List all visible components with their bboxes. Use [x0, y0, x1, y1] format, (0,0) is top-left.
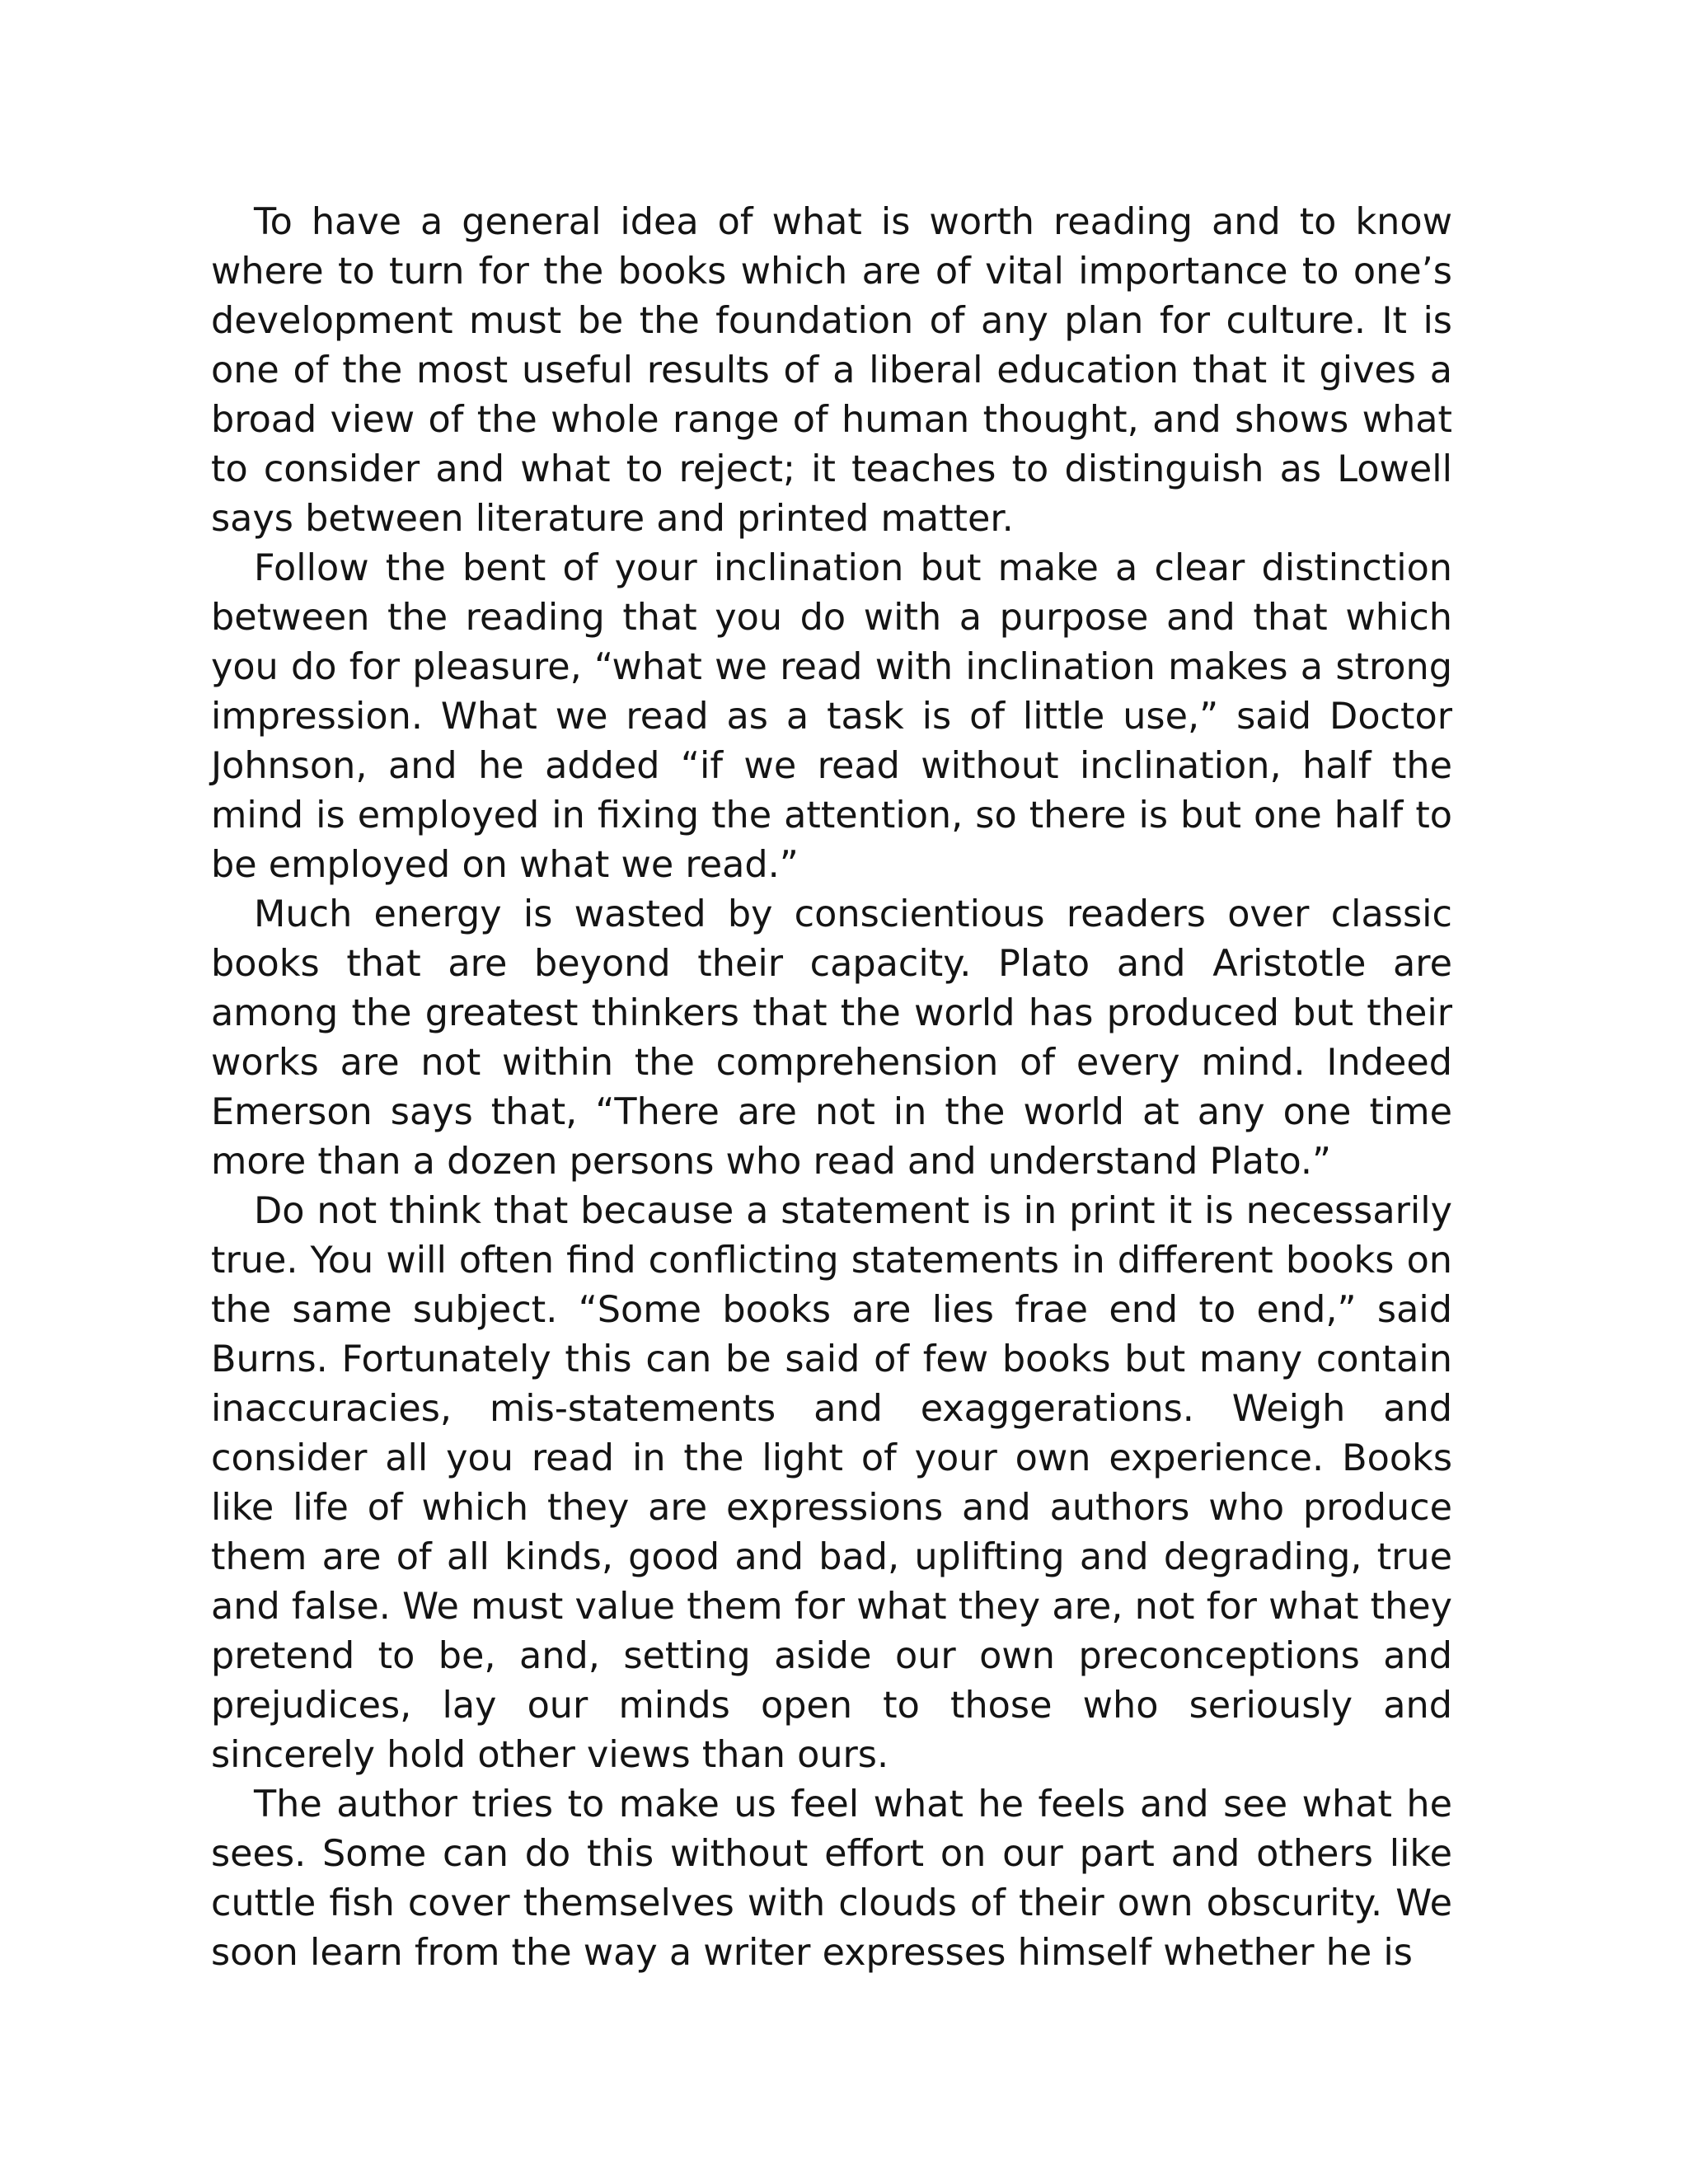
paragraph-5: The author tries to make us feel what he feels and see what he sees. Some can do this without effort on our part and others like cuttle fish cover themselves with clouds of their own obscurity. We soon learn from the way a writer expresses himself whether he is — [211, 1783, 1452, 1974]
paragraph-1: To have a general idea of what is worth reading and to know where to turn for the books which are of vital importance to one’s development must be the foundation of any plan for culture. It is one of the most useful results of a liberal education that it gives a broad view of the whole range of human thought, and shows what to consider and what to reject; it teaches to distinguish as Lowell says between literature and printed matter. — [211, 201, 1452, 540]
page-body — [211, 198, 1452, 1978]
paragraph-2: Follow the bent of your inclination but make a clear distinction between the reading that you do with a purpose and that which you do for pleasure, “what we read with inclination makes a strong impression. What we read as a task is of little use,” said Doctor Johnson, and he added “if we read without inclination, half the mind is employed in fixing the attention, so there is but one half to be employed on what we read.” — [211, 547, 1452, 886]
paragraph-4: Do not think that because a statement is in print it is necessarily true. You will often find conflicting statements in different books on the same subject. “Some books are lies frae end to end,” said Burns. Fortunately this can be said of few books but many contain inaccuracies, mis-statements and exaggerations. Weigh and consider all you read in the light of your own experience. Books like life of which they are expressions and authors who produce them are of all kinds, good and bad, uplifting and degrading, true and false. We must value them for what they are, not for what they pretend to be, and, setting aside our own preconceptions and prejudices, lay our minds open to those who seriously and sincerely hold other views than ours. — [211, 1190, 1452, 1776]
paragraph-3: Much energy is wasted by conscientious readers over classic books that are beyond their capacity. Plato and Aristotle are among the greatest thinkers that the world has produced but their works are not within the comprehension of every mind. Indeed Emerson says that, “There are not in the world at any one time more than a dozen persons who read and understand Plato.” — [211, 893, 1452, 1183]
